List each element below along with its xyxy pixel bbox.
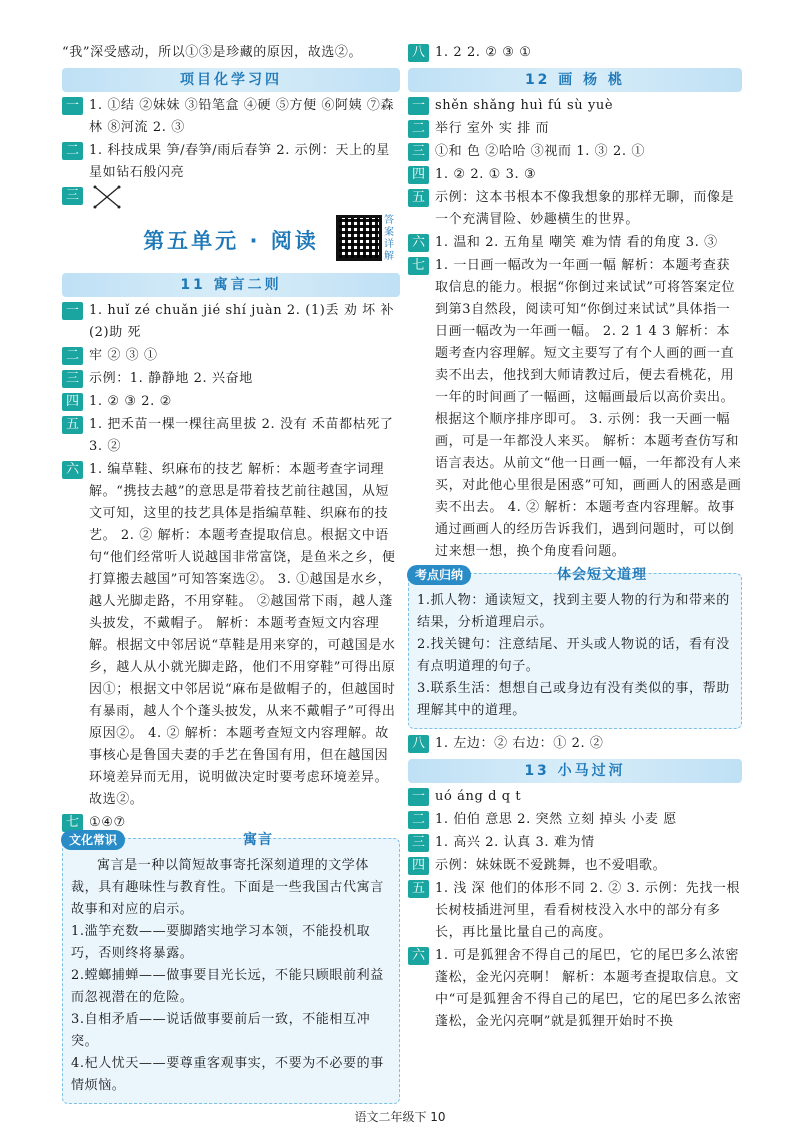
answer-text: 示例：这本书根本不像我想象的那样无聊，而像是一个充满冒险、妙趣横生的世界。 — [435, 190, 735, 227]
answer-text: ①和 色 ②哈哈 ③视而 1. ③ 2. ① — [435, 144, 645, 159]
intro-text: “我”深受感动，所以①③是珍藏的原因，故选②。 — [62, 45, 363, 60]
culture-box-header — [61, 829, 391, 851]
list-item: 1.滥竽充数——要脚踏实地学习本领，不能投机取巧，否则终将暴露。 — [71, 924, 371, 961]
question-number-tag: 五 — [408, 880, 429, 898]
answer-text: 1. huǐ zé chuǎn jié shí juàn 2. (1)丢 劝 坏 补 (2)助 死 — [89, 303, 395, 340]
culture-knowledge-box — [62, 832, 400, 1104]
answer-text: 1. ② ③ 2. ② — [89, 394, 172, 409]
section-heading-lesson-11: 11 寓言二则 — [62, 273, 400, 297]
qr-label: 答案详解 — [384, 215, 394, 262]
question-number-tag: 四 — [408, 166, 429, 184]
unit-heading — [62, 213, 400, 269]
tips-box-header — [407, 564, 733, 586]
answer-text: 1. 伯伯 意思 2. 突然 立刻 掉头 小麦 愿 — [435, 812, 677, 827]
answer-text: 1. 高兴 2. 认真 3. 难为情 — [435, 835, 595, 850]
answer-row — [408, 855, 742, 877]
answer-row — [408, 733, 742, 755]
answer-row — [408, 878, 742, 944]
answer-row — [408, 945, 742, 1033]
answer-row — [62, 185, 400, 209]
answer-row — [408, 809, 742, 831]
answer-text: 1. 左边：② 右边：① 2. ② — [435, 736, 604, 751]
right-column — [408, 42, 742, 1034]
answer-row — [408, 164, 742, 186]
question-number-tag: 七 — [62, 814, 83, 832]
answer-row — [408, 42, 742, 64]
section-heading-lesson-12: 12 画 杨 桃 — [408, 68, 742, 92]
answer-text: shěn shǎng huì fú sù yuè — [435, 98, 614, 113]
after-tips-answers — [408, 733, 742, 755]
answer-text: 牢 ② ③ ① — [89, 348, 158, 363]
question-number-tag: 三 — [62, 370, 83, 388]
question-number-tag: 四 — [408, 857, 429, 875]
answer-row — [62, 345, 400, 367]
tips-box — [408, 567, 742, 729]
culture-intro: 寓言是一种以简短故事寄托深刻道理的文学体裁，具有趣味性与教育性。下面是一些我国古代寓言故事和对应的启示。 — [71, 858, 384, 917]
answer-row — [408, 187, 742, 231]
answer-row — [408, 141, 742, 163]
left-column — [62, 42, 400, 1104]
right-top-answers — [408, 42, 742, 64]
list-item: 3.自相矛盾——说话做事要前后一致，不能相互冲突。 — [71, 1012, 371, 1049]
answer-text: 1. 可是狐狸舍不得自己的尾巴，它的尾巴多么浓密蓬松，金光闪亮啊！ 解析：本题考查提取信息。文中“可是狐狸舍不得自己的尾巴，它的尾巴多么浓密蓬松，金光闪亮啊”就是狐狸开始时不换 — [435, 948, 742, 1029]
answer-text: 1. 编草鞋、织麻布的技艺 解析：本题考查字词理解。“携技去越”的意思是带着技艺前往越国，从短文可知，这里的技艺具体是指编草鞋、织麻布的技艺。 2. ② 解析：本题考查提取信息。根据文中语句“他们经常听人说越国非常富饶，是鱼米之乡，便打算搬去越国”可知答案选②。 3. ①越国是水乡，越人光脚走路，不用穿鞋。 ②越国常下雨，越人蓬头披发，不戴帽子。 解析：本题考查短文内容理解。根据文中邻居说“草鞋是用来穿的，可越国是水乡，越人从小就光脚走路，他们不用穿鞋”可得出原因①；根据文中邻居说“麻布是做帽子的，但越国时有暴雨，越人个个蓬头披发，从来不戴帽子”可得出原因②。 4. ② 解析：本题考查短文内容理解。故事核心是鲁国夫妻的手艺在鲁国有用，但在越国因环境差异而无用，说明做决定时要考虑环境差异。故选②。 — [89, 462, 396, 807]
answer-text: 1. 科技成果 笋/春笋/雨后春笋 2. 示例：天上的星星如钻石般闪亮 — [89, 143, 390, 180]
list-item: 3.联系生活：想想自己或身边有没有类似的事，帮助理解其中的道理。 — [417, 681, 730, 718]
question-number-tag: 六 — [408, 947, 429, 965]
answer-row — [408, 786, 742, 808]
culture-list — [71, 921, 391, 1097]
question-number-tag: 二 — [408, 811, 429, 829]
answer-row — [408, 255, 742, 563]
project-answers — [62, 95, 400, 209]
answer-text: 举行 室外 实 排 而 — [435, 121, 550, 136]
question-number-tag: 三 — [408, 834, 429, 852]
answer-row — [62, 368, 400, 390]
matching-lines-icon — [93, 185, 121, 209]
question-number-tag: 四 — [62, 393, 83, 411]
question-number-tag: 八 — [408, 735, 429, 753]
answer-row — [62, 300, 400, 344]
answer-text: ①④⑦ — [89, 815, 126, 830]
list-item: 4.杞人忧天——要尊重客观事实，不要为不必要的事情烦恼。 — [71, 1056, 384, 1093]
answer-text: 1. ①结 ②妹妹 ③铅笔盒 ④硬 ⑤方便 ⑥阿姨 ⑦森林 ⑧河流 2. ③ — [89, 98, 395, 135]
section-heading-lesson-13: 13 小马过河 — [408, 759, 742, 783]
question-number-tag: 二 — [62, 142, 83, 160]
list-item: 1.抓人物：通读短文，找到主要人物的行为和带来的结果，分析道理启示。 — [417, 593, 730, 630]
answer-row — [62, 391, 400, 413]
qr-code-icon[interactable] — [336, 215, 382, 261]
answer-text: 1. ② 2. ① 3. ③ — [435, 167, 537, 182]
answer-text: 1. 2 2. ② ③ ① — [435, 45, 532, 60]
question-number-tag: 二 — [62, 347, 83, 365]
answer-row — [62, 459, 400, 811]
lesson-13-answers — [408, 786, 742, 1033]
answer-text: 1. 一日画一幅改为一年画一幅 解析：本题考查获取信息的能力。根据“你倒过来试试”可将答案定位到第3自然段，阅读可知“你倒过来试试”具体指一日画一幅改为一年画一幅。 2. 2 1 4 3 解析：本题考查内容理解。短文主要写了有个人画的画一直卖不出去，他找到大师请教过后，便去看桃花，用一年的时间画了一幅画，这幅画最后以高价卖出。根据这个顺序排序即可。 3. 示例：我一天画一幅画，可是一年都没人来买。 解析：本题考查仿写和语言表达。从前文“他一日画一幅，一年都没有人来买，对此他心里很是困惑”可知，画画人的困惑是画卖不出去。 4. ② 解析：本题考查内容理解。故事通过画画人的经历告诉我们，遇到问题时，可以倒过来想一想，换个角度看问题。 — [435, 258, 742, 559]
question-number-tag: 三 — [408, 143, 429, 161]
answer-row — [62, 95, 400, 139]
question-number-tag: 五 — [408, 189, 429, 207]
list-item: 2.找关键句：注意结尾、开头或人物说的话，看有没有点明道理的句子。 — [417, 637, 730, 674]
culture-badge: 文化常识 — [61, 830, 125, 850]
answer-text: 示例：妹妹既不爱跳舞，也不爱唱歌。 — [435, 858, 667, 873]
question-number-tag: 一 — [62, 97, 83, 115]
question-number-tag: 二 — [408, 120, 429, 138]
answer-text: 1. 把禾苗一棵一棵往高里拔 2. 没有 禾苗都枯死了 3. ② — [89, 417, 394, 454]
tips-list — [417, 590, 733, 722]
answer-row — [408, 118, 742, 140]
list-item: 2.螳螂捕蝉——做事要目光长远，不能只顾眼前利益而忽视潜在的危险。 — [71, 968, 384, 1005]
answer-text: 1. 浅 深 他们的体形不同 2. ② 3. 示例：先找一根长树枝插进河里，看看树枝没入水中的部分有多长，再比量比量自己的高度。 — [435, 881, 741, 940]
section-heading-project-learning: 项目化学习四 — [62, 68, 400, 92]
answer-row — [62, 414, 400, 458]
question-number-tag: 八 — [408, 44, 429, 62]
question-number-tag: 一 — [408, 788, 429, 806]
question-number-tag: 六 — [408, 234, 429, 252]
answer-row — [62, 140, 400, 184]
culture-title: 寓言 — [243, 832, 273, 848]
question-number-tag: 三 — [62, 187, 83, 205]
answer-row — [408, 95, 742, 117]
answer-text: 示例：1. 静静地 2. 兴奋地 — [89, 371, 253, 386]
question-number-tag: 一 — [62, 302, 83, 320]
lesson-11-answers — [62, 300, 400, 834]
page-footer: 语文二年级下 10 — [354, 1110, 446, 1124]
answer-text: uó áng d q t — [435, 789, 522, 804]
unit-title: 第五单元 · 阅读 — [143, 229, 319, 253]
answer-text: 1. 温和 2. 五角星 嘲笑 难为情 看的角度 3. ③ — [435, 235, 718, 250]
question-number-tag: 五 — [62, 416, 83, 434]
answer-row — [408, 832, 742, 854]
answer-row — [408, 232, 742, 254]
question-number-tag: 一 — [408, 97, 429, 115]
question-number-tag: 七 — [408, 257, 429, 275]
tips-title: 体会短文道理 — [557, 567, 647, 583]
lesson-12-answers — [408, 95, 742, 563]
question-number-tag: 六 — [62, 461, 83, 479]
tips-badge: 考点归纳 — [407, 565, 471, 585]
